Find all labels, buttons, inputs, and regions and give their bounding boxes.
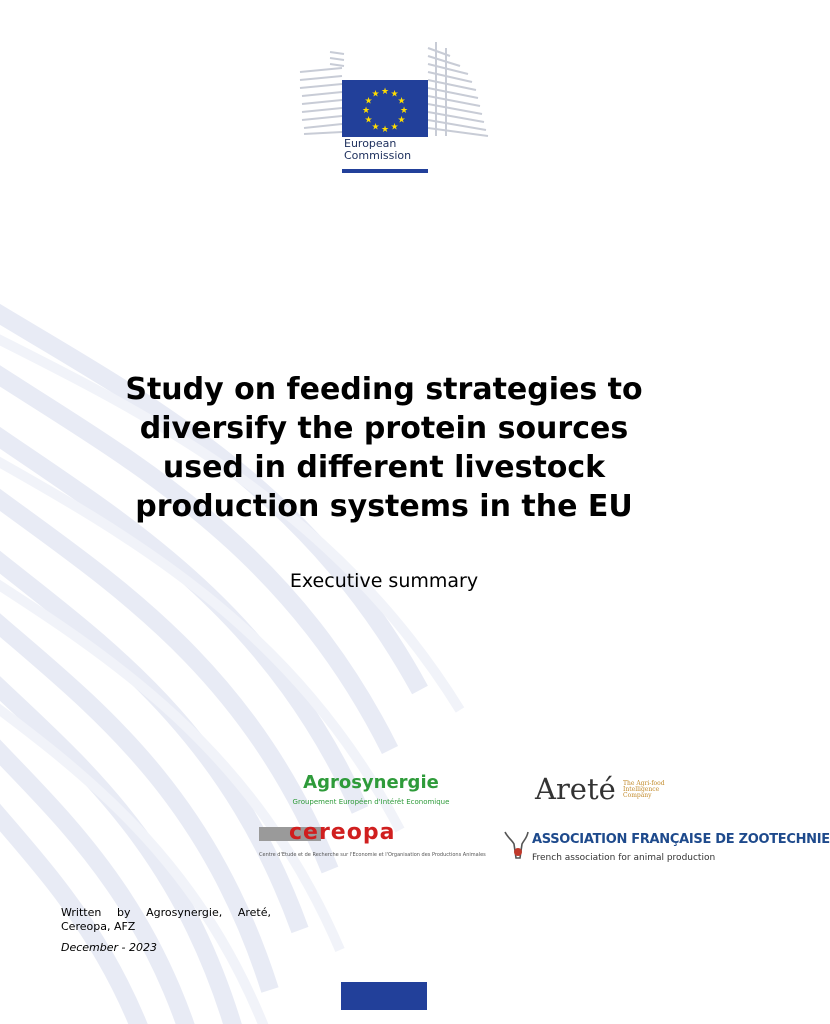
title-line-2: diversify the protein sources [139, 411, 629, 446]
footer-blue-bar [341, 982, 427, 1010]
livestock-head-icon [502, 828, 530, 864]
title-line-4: production systems in the EU [135, 489, 633, 524]
svg-text:★: ★ [397, 96, 406, 107]
svg-text:★: ★ [380, 125, 390, 135]
ec-logo-line1: European [344, 137, 397, 150]
cereopa-subtitle: Centre d'Etude et de Recherche sur l'Economie et l'Organisation des Productions Animales [259, 852, 486, 858]
publication-date: December - 2023 [61, 941, 157, 954]
eu-flag [342, 80, 428, 137]
svg-text:★: ★ [364, 115, 373, 126]
svg-text:★: ★ [361, 106, 371, 116]
title-line-3: used in different livestock [162, 450, 606, 485]
arete-name: Areté [535, 772, 616, 806]
svg-text:★: ★ [397, 115, 406, 126]
arete-logo [535, 772, 685, 808]
document-title [60, 370, 708, 526]
cereopa-logo [259, 822, 499, 862]
arete-tagline [623, 781, 673, 799]
title-line-1: Study on feeding strategies to [125, 372, 643, 407]
document-subtitle: Executive summary [289, 570, 479, 592]
european-commission-logo [300, 40, 500, 175]
ec-logo-text [344, 138, 411, 162]
agrosynergie-name: Agrosynergie [303, 772, 439, 793]
eu-stars-icon [342, 80, 428, 137]
agrosynergie-subtitle: Groupement Européen d'Intérêt Economique [292, 798, 450, 806]
arete-tagline-line2: Intelligence [623, 786, 660, 793]
arete-tagline-line1: The Agri-food [623, 780, 665, 787]
svg-text:★: ★ [380, 87, 390, 97]
afz-logo [502, 826, 830, 870]
svg-text:★: ★ [390, 89, 399, 100]
ec-logo-underline [342, 169, 428, 173]
cereopa-name: cereopa [289, 820, 396, 845]
ec-logo-line2: Commission [344, 149, 412, 162]
afz-name: ASSOCIATION FRANÇAISE DE ZOOTECHNIE [532, 832, 830, 847]
svg-text:★: ★ [390, 122, 399, 133]
arete-tagline-line3: Company [623, 792, 652, 799]
svg-text:★: ★ [364, 96, 373, 107]
afz-subtitle: French association for animal production [532, 853, 716, 863]
svg-text:★: ★ [399, 106, 409, 116]
authors-line: Written by Agrosynergie, Areté, Cereopa, AFZ [61, 906, 271, 933]
svg-text:★: ★ [371, 89, 380, 100]
svg-text:★: ★ [371, 122, 380, 133]
agrosynergie-logo [276, 772, 466, 807]
